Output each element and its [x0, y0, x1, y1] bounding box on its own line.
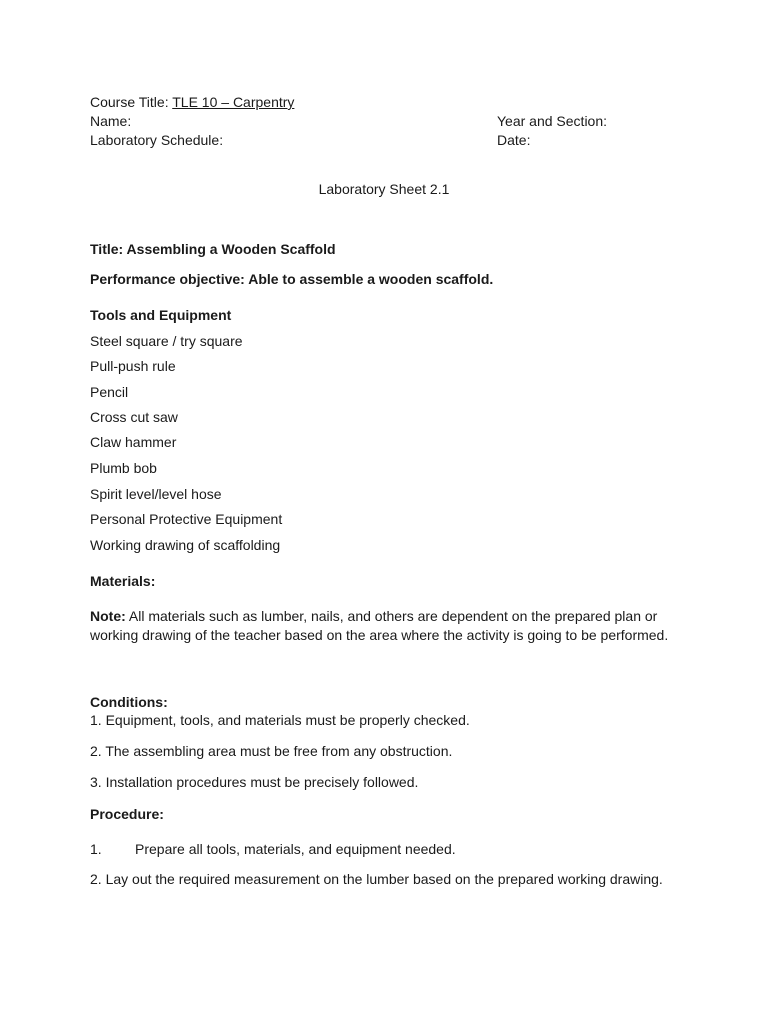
course-title-line: [90, 93, 294, 112]
procedure-heading: Procedure:: [90, 806, 164, 822]
tool-item: Plumb bob: [90, 460, 157, 476]
procedure-step-1: [90, 840, 456, 859]
name-label: Name:: [90, 113, 132, 129]
condition-item: 2. The assembling area must be free from any obstruction.: [90, 743, 453, 759]
tool-item: Claw hammer: [90, 434, 177, 450]
materials-note: [90, 607, 680, 645]
year-section-label: Year and Section:: [497, 113, 608, 129]
procedure-step-2: 2. Lay out the required measurement on the lumber based on the prepared working drawing.: [90, 871, 663, 887]
activity-title: Title: Assembling a Wooden Scaffold: [90, 241, 336, 257]
tool-item: Cross cut saw: [90, 409, 178, 425]
sheet-title: Laboratory Sheet 2.1: [318, 181, 450, 197]
condition-item: 1. Equipment, tools, and materials must be properly checked.: [90, 712, 470, 728]
note-text: All materials such as lumber, nails, and others are dependent on the prepared plan or working drawing of the teacher based on the area where the activity is going to be performed.: [90, 608, 669, 643]
step-text: Prepare all tools, materials, and equipment needed.: [135, 841, 456, 857]
conditions-heading: Conditions:: [90, 694, 168, 710]
note-label: Note:: [90, 608, 126, 624]
materials-heading: Materials:: [90, 573, 156, 589]
course-title-value: TLE 10 – Carpentry: [172, 94, 295, 110]
tool-item: Pull-push rule: [90, 358, 176, 374]
course-title-label: Course Title:: [90, 94, 169, 110]
tool-item: Spirit level/level hose: [90, 486, 222, 502]
tool-item: Pencil: [90, 384, 129, 400]
performance-objective: Performance objective: Able to assemble a wooden scaffold.: [90, 271, 494, 287]
tool-item: Working drawing of scaffolding: [90, 537, 281, 553]
tool-item: Steel square / try square: [90, 333, 243, 349]
tools-heading: Tools and Equipment: [90, 307, 232, 323]
step-number: 1.: [90, 841, 102, 857]
condition-item: 3. Installation procedures must be precisely followed.: [90, 774, 419, 790]
tool-item: Personal Protective Equipment: [90, 511, 283, 527]
date-label: Date:: [497, 132, 531, 148]
lab-schedule-label: Laboratory Schedule:: [90, 132, 224, 148]
